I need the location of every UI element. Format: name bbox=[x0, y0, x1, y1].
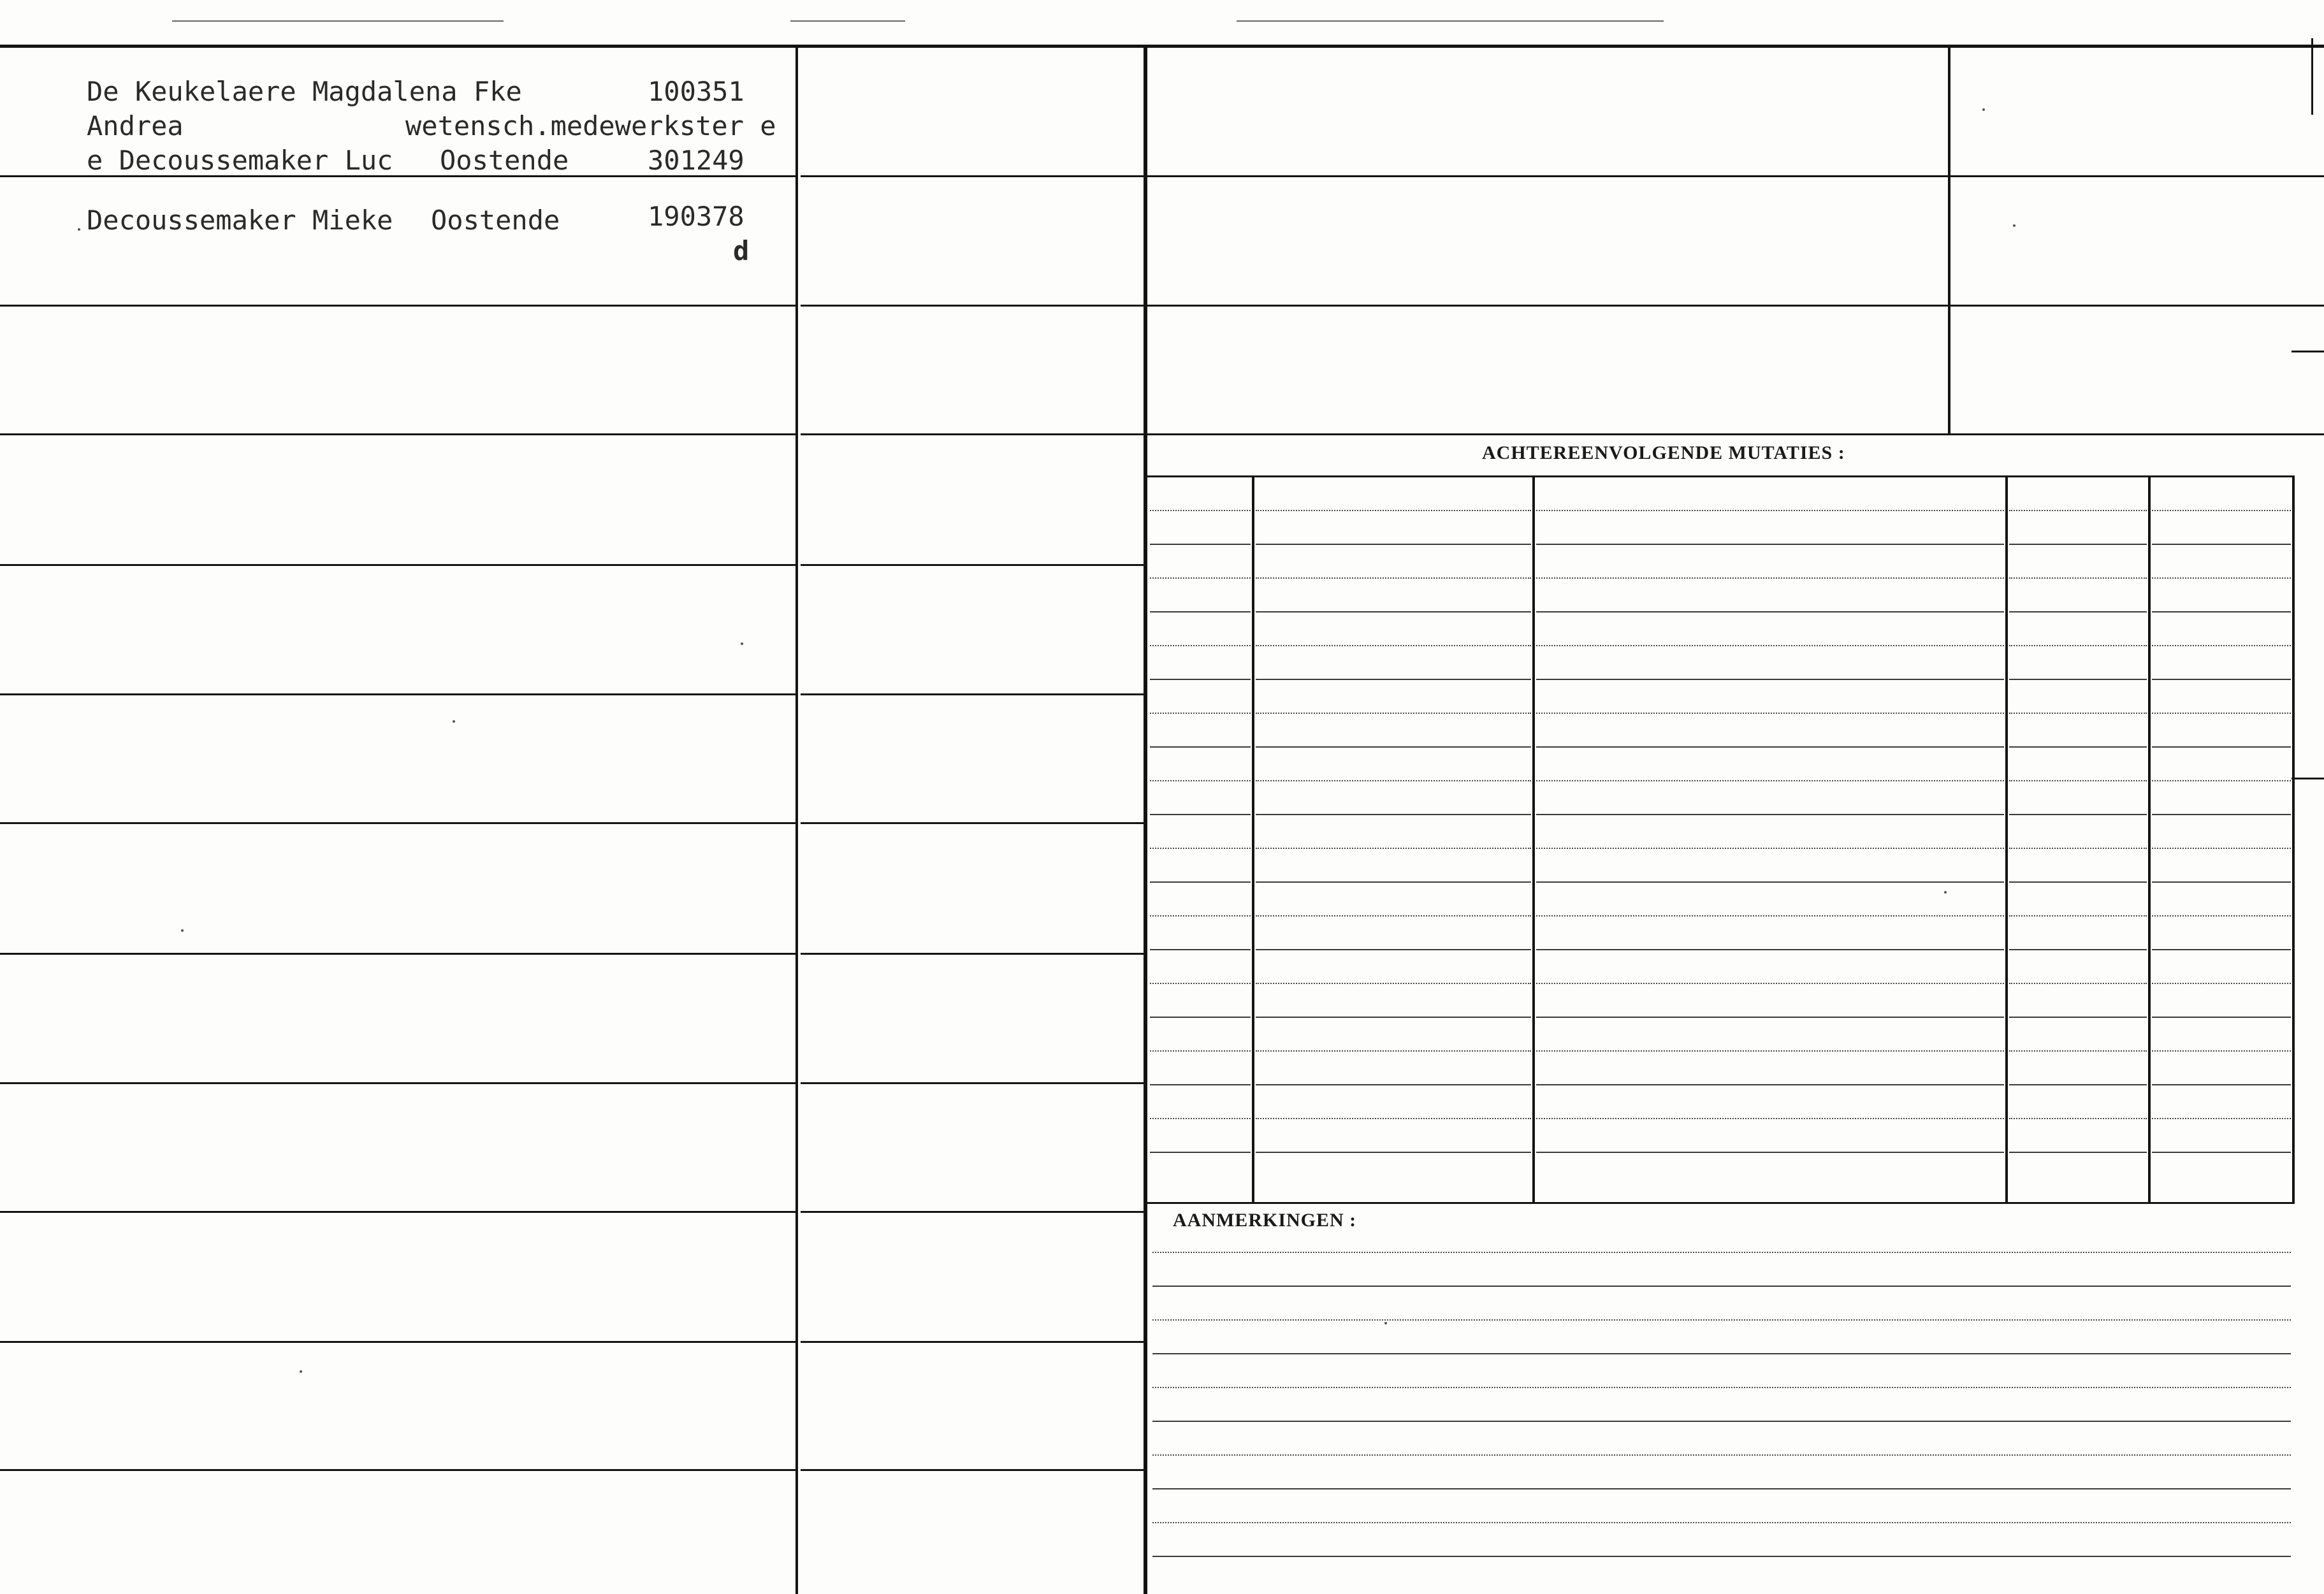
mutation-row-line bbox=[2152, 780, 2291, 783]
remark-line bbox=[1152, 1319, 2291, 1322]
mutation-row-line bbox=[1150, 679, 1251, 680]
mutation-row-line bbox=[1536, 1017, 2004, 1018]
mutations-top-line bbox=[1147, 433, 2324, 435]
mutation-row-line bbox=[1256, 780, 1531, 783]
mutation-row-line bbox=[1150, 848, 1251, 850]
register-row-line bbox=[801, 1211, 1144, 1213]
mutation-row-line bbox=[1256, 577, 1531, 580]
register-row-line bbox=[801, 1341, 1144, 1343]
mutation-row-line bbox=[1536, 544, 2004, 545]
mutation-row-line bbox=[1150, 1050, 1251, 1053]
mutation-row-line bbox=[1536, 577, 2004, 580]
mutation-row-line bbox=[2152, 1050, 2291, 1053]
mutations-col-divider bbox=[1532, 475, 1535, 1202]
mutation-row-line bbox=[1150, 780, 1251, 783]
mutation-row-line bbox=[1536, 848, 2004, 850]
mutation-row-line bbox=[1150, 983, 1251, 985]
mutation-row-line bbox=[2152, 1084, 2291, 1085]
mutation-row-line bbox=[2009, 1017, 2147, 1018]
mutation-row-line bbox=[2152, 1017, 2291, 1018]
mutation-row-line bbox=[1256, 949, 1531, 950]
mutation-row-line bbox=[2009, 510, 2147, 512]
register-row-line bbox=[0, 1341, 795, 1343]
entry-1-name-2: Andrea bbox=[87, 110, 184, 141]
top-edge-mark bbox=[172, 20, 504, 22]
register-row-line bbox=[0, 1082, 795, 1084]
mutation-row-line bbox=[2009, 679, 2147, 680]
register-row-line bbox=[0, 305, 795, 307]
edge-tick bbox=[2291, 778, 2324, 779]
mutation-row-line bbox=[2009, 577, 2147, 580]
mutation-row-line bbox=[2009, 780, 2147, 783]
mutation-row-line bbox=[1150, 1084, 1251, 1085]
remark-line bbox=[1152, 1556, 2291, 1557]
mutation-row-line bbox=[2152, 814, 2291, 815]
right-upper-divider bbox=[1948, 48, 1950, 433]
mutation-row-line bbox=[2009, 814, 2147, 815]
mutation-row-line bbox=[1150, 915, 1251, 918]
mutation-row-line bbox=[1256, 679, 1531, 680]
mutation-row-line bbox=[1150, 577, 1251, 580]
register-row-line bbox=[801, 175, 1144, 177]
mutation-row-line bbox=[2009, 1152, 2147, 1153]
remark-line bbox=[1152, 1387, 2291, 1389]
mutation-row-line bbox=[1536, 1084, 2004, 1085]
top-edge-mark bbox=[790, 20, 905, 22]
entry-1-partner-number: 301249 bbox=[648, 145, 744, 176]
mutation-row-line bbox=[1536, 1118, 2004, 1120]
entry-1-number: 100351 bbox=[648, 76, 744, 107]
mutation-row-line bbox=[1150, 746, 1251, 748]
mutation-row-line bbox=[2152, 679, 2291, 680]
mutation-row-line bbox=[1150, 611, 1251, 612]
mutation-row-line bbox=[1536, 949, 2004, 950]
mutation-row-line bbox=[1150, 713, 1251, 715]
mutation-row-line bbox=[2152, 949, 2291, 950]
paper-speck bbox=[741, 642, 743, 645]
mutation-row-line bbox=[2009, 713, 2147, 715]
mutation-row-line bbox=[2009, 1118, 2147, 1120]
right-upper-row-line bbox=[1147, 305, 2324, 307]
register-row-line bbox=[801, 953, 1144, 955]
paper-speck bbox=[2013, 224, 2015, 227]
mutation-row-line bbox=[1256, 1084, 1531, 1085]
paper-speck bbox=[453, 720, 455, 723]
remark-line bbox=[1152, 1353, 2291, 1354]
register-row-line bbox=[801, 433, 1144, 435]
register-row-line bbox=[801, 822, 1144, 824]
mutation-row-line bbox=[1536, 881, 2004, 883]
mutation-row-line bbox=[1150, 814, 1251, 815]
edge-bracket bbox=[2311, 38, 2313, 115]
mutation-row-line bbox=[1150, 881, 1251, 883]
mutation-row-line bbox=[1256, 1017, 1531, 1018]
left-column-divider bbox=[795, 48, 798, 1594]
remarks-heading: AANMERKINGEN : bbox=[1173, 1210, 1357, 1231]
register-row-line bbox=[801, 1082, 1144, 1084]
mutations-col-divider bbox=[2005, 475, 2008, 1202]
remark-line bbox=[1152, 1421, 2291, 1422]
mutation-row-line bbox=[1150, 1118, 1251, 1120]
register-row-line bbox=[0, 693, 795, 695]
mutations-col-divider bbox=[1252, 475, 1254, 1202]
register-row-line bbox=[0, 822, 795, 824]
mutation-row-line bbox=[1256, 881, 1531, 883]
entry-1-occupation: wetensch.medewerkster e bbox=[405, 110, 776, 141]
mutation-row-line bbox=[1256, 510, 1531, 512]
mutation-row-line bbox=[2152, 510, 2291, 512]
edge-tick bbox=[2291, 351, 2324, 352]
mutation-row-line bbox=[1256, 1152, 1531, 1153]
mutation-row-line bbox=[1150, 1152, 1251, 1153]
mutation-row-line bbox=[1536, 1152, 2004, 1153]
entry-1-name: De Keukelaere Magdalena Fke bbox=[87, 76, 522, 107]
mutations-table-top bbox=[1147, 475, 2295, 477]
mutation-row-line bbox=[1536, 915, 2004, 918]
mutation-row-line bbox=[1536, 679, 2004, 680]
mutation-row-line bbox=[2009, 983, 2147, 985]
mutation-row-line bbox=[1150, 1017, 1251, 1018]
mutation-row-line bbox=[1150, 510, 1251, 512]
mutation-row-line bbox=[1536, 983, 2004, 985]
entry-2-number: 190378 bbox=[648, 201, 744, 232]
mutations-table-bottom bbox=[1147, 1202, 2295, 1204]
paper-speck bbox=[1982, 108, 1985, 111]
mutation-row-line bbox=[2009, 848, 2147, 850]
mutation-row-line bbox=[1536, 611, 2004, 612]
mutation-row-line bbox=[1256, 713, 1531, 715]
mutation-row-line bbox=[2009, 645, 2147, 648]
mutation-row-line bbox=[1256, 983, 1531, 985]
mutation-row-line bbox=[1256, 1118, 1531, 1120]
top-edge-mark bbox=[1237, 20, 1664, 22]
mutation-row-line bbox=[2009, 1084, 2147, 1085]
mutation-row-line bbox=[2152, 713, 2291, 715]
mutation-row-line bbox=[2009, 746, 2147, 748]
mutation-row-line bbox=[1536, 510, 2004, 512]
mutation-row-line bbox=[2152, 544, 2291, 545]
mutations-col-divider bbox=[2148, 475, 2151, 1202]
mutation-row-line bbox=[2152, 1118, 2291, 1120]
mutation-row-line bbox=[1256, 1050, 1531, 1053]
register-row-line bbox=[801, 305, 1144, 307]
mutation-row-line bbox=[1536, 1050, 2004, 1053]
mutation-row-line bbox=[2152, 746, 2291, 748]
mutation-row-line bbox=[2009, 881, 2147, 883]
entry-2-mark: d bbox=[733, 235, 750, 266]
entry-2-place: Oostende bbox=[431, 205, 560, 236]
mutation-row-line bbox=[1536, 713, 2004, 715]
mutation-row-line bbox=[1256, 611, 1531, 612]
mutation-row-line bbox=[1150, 544, 1251, 545]
mutation-row-line bbox=[2152, 915, 2291, 918]
right-upper-row-line bbox=[1147, 175, 2324, 177]
mutation-row-line bbox=[1256, 915, 1531, 918]
mutation-row-line bbox=[1256, 746, 1531, 748]
remark-line bbox=[1152, 1522, 2291, 1525]
entry-2-name: Decoussemaker Mieke bbox=[87, 205, 393, 236]
top-border bbox=[0, 45, 2324, 48]
register-row-line bbox=[0, 953, 795, 955]
mutation-row-line bbox=[2009, 611, 2147, 612]
mutation-row-line bbox=[1536, 814, 2004, 815]
paper-speck bbox=[300, 1370, 302, 1373]
register-row-line bbox=[0, 433, 795, 435]
mutation-row-line bbox=[1256, 645, 1531, 648]
mutation-row-line bbox=[2152, 577, 2291, 580]
register-row-line bbox=[801, 693, 1144, 695]
paper-speck bbox=[1384, 1322, 1387, 1324]
center-divider bbox=[1144, 48, 1147, 1594]
mutation-row-line bbox=[2009, 1050, 2147, 1053]
entry-1-partner: e Decoussemaker Luc bbox=[87, 145, 393, 176]
register-row-line bbox=[0, 1211, 795, 1213]
mutations-right-edge bbox=[2292, 475, 2295, 1202]
paper-speck bbox=[1944, 891, 1947, 894]
mutation-row-line bbox=[1150, 949, 1251, 950]
mutation-row-line bbox=[1536, 746, 2004, 748]
register-row-line bbox=[0, 564, 795, 566]
mutation-row-line bbox=[1536, 645, 2004, 648]
mutation-row-line bbox=[2152, 1152, 2291, 1153]
mutation-row-line bbox=[1536, 780, 2004, 783]
mutation-row-line bbox=[1256, 848, 1531, 850]
mutation-row-line bbox=[2009, 949, 2147, 950]
mutation-row-line bbox=[2152, 848, 2291, 850]
register-row-line bbox=[801, 564, 1144, 566]
mutation-row-line bbox=[2152, 983, 2291, 985]
mutation-row-line bbox=[2152, 881, 2291, 883]
remark-line bbox=[1152, 1286, 2291, 1287]
mutation-row-line bbox=[2009, 915, 2147, 918]
mutations-heading: ACHTEREENVOLGENDE MUTATIES : bbox=[1482, 442, 1845, 463]
mutation-row-line bbox=[2152, 611, 2291, 612]
paper-speck bbox=[78, 228, 80, 231]
register-row-line bbox=[801, 1469, 1144, 1471]
mutation-row-line bbox=[2009, 544, 2147, 545]
mutation-row-line bbox=[1256, 814, 1531, 815]
remark-line bbox=[1152, 1454, 2291, 1457]
remark-line bbox=[1152, 1488, 2291, 1489]
mutation-row-line bbox=[2152, 645, 2291, 648]
mutation-row-line bbox=[1256, 544, 1531, 545]
paper-speck bbox=[181, 929, 184, 932]
entry-1-place: Oostende bbox=[440, 145, 569, 176]
remark-line bbox=[1152, 1252, 2291, 1254]
register-row-line bbox=[0, 1469, 795, 1471]
mutation-row-line bbox=[1150, 645, 1251, 648]
